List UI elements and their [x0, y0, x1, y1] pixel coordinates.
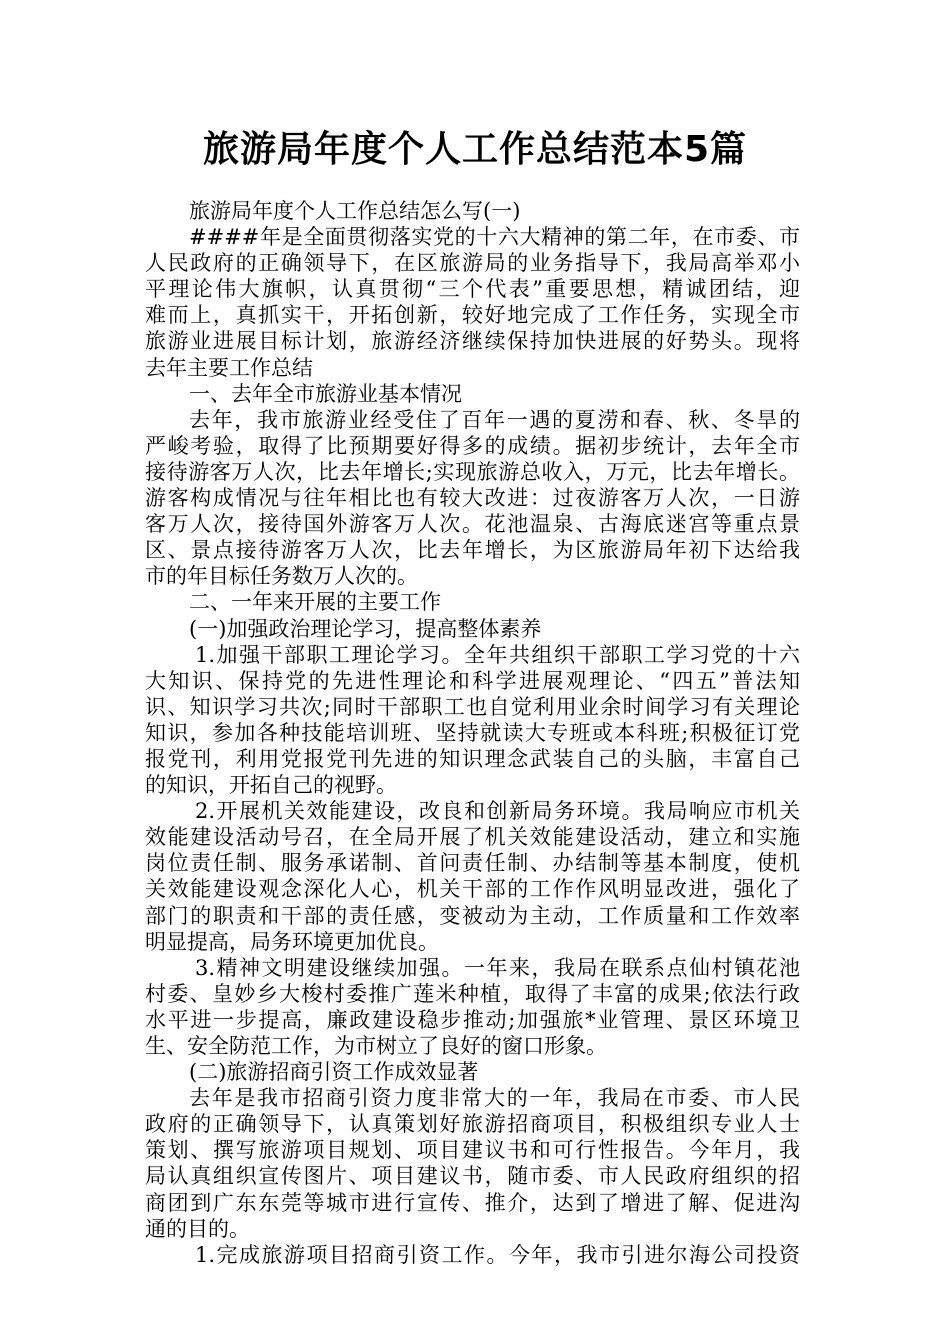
text-line: 明显提高，局务环境更加优良。	[145, 929, 439, 954]
text-line: ####年是全面贯彻落实党的十六大精神的第二年，在市委、市	[189, 225, 800, 250]
text-line: 旅游局年度个人工作总结怎么写(一)	[189, 199, 521, 223]
text-line: 旅游业进展目标计划，旅游经济继续保持加快进展的好势头。现将	[145, 329, 800, 354]
text-line: 2.开展机关效能建设，改良和创新局务环境。我局响应市机关	[195, 799, 800, 824]
text-line: 局认真组织宣传图片、项目建议书，随市委、市人民政府组织的招	[145, 1164, 800, 1189]
text-line: 商团到广东东莞等城市进行宣传、推介，达到了增进了解、促进沟	[145, 1190, 800, 1215]
text-line: 村委、皇妙乡大梭村委推广莲米种植，取得了丰富的成果;依法行政	[145, 981, 800, 1006]
text-line: 1.完成旅游项目招商引资工作。今年，我市引进尔海公司投资	[195, 1242, 800, 1267]
document-title: 旅游局年度个人工作总结范本5篇	[202, 129, 748, 170]
text-line: 部门的职责和干部的责任感，变被动为主动，工作质量和工作效率	[145, 903, 800, 928]
text-line: 去年是我市招商引资力度非常大的一年，我局在市委、市人民	[189, 1086, 800, 1111]
text-line: 3.精神文明建设继续加强。一年来，我局在联系点仙村镇花池	[195, 955, 800, 980]
text-line: 识、知识学习共次;同时干部职工也自觉利用业余时间学习有关理论	[145, 694, 800, 719]
text-line: 客万人次，接待国外游客万人次。花池温泉、古海底迷宫等重点景	[145, 512, 800, 537]
text-line: 关效能建设观念深化人心，机关干部的工作作风明显改进，强化了	[145, 877, 800, 902]
text-line: 政府的正确领导下，认真策划好旅游招商项目，积极组织专业人士	[145, 1112, 800, 1137]
text-line: (二)旅游招商引资工作成效显著	[189, 1060, 479, 1085]
text-line: 通的目的。	[145, 1216, 250, 1241]
text-line: 严峻考验，取得了比预期要好得多的成绩。据初步统计，去年全市	[145, 433, 800, 458]
text-line: 二、一年来开展的主要工作	[189, 590, 441, 615]
text-line: 游客构成情况与往年相比也有较大改进：过夜游客万人次，一日游	[145, 486, 800, 511]
text-line: 知识，参加各种技能培训班、坚持就读大专班或本科班;积极征订党	[145, 720, 800, 745]
text-line: 生、安全防范工作，为市树立了良好的窗口形象。	[145, 1034, 607, 1058]
text-line: 平理论伟大旗帜，认真贯彻“三个代表”重要思想，精诚团结，迎	[145, 277, 800, 302]
text-line: 效能建设活动号召，在全局开展了机关效能建设活动，建立和实施	[145, 825, 800, 850]
text-line: 区、景点接待游客万人次，比去年增长，为区旅游局年初下达给我	[145, 538, 800, 563]
text-line: 岗位责任制、服务承诺制、首问责任制、办结制等基本制度，使机	[145, 851, 800, 876]
text-line: 1.加强干部职工理论学习。全年共组织干部职工学习党的十六	[195, 642, 800, 667]
text-line: 接待游客万人次，比去年增长;实现旅游总收入，万元，比去年增长。	[145, 459, 800, 484]
text-line: 报党刊，利用党报党刊先进的知识理念武装自己的头脑，丰富自己	[145, 746, 800, 771]
text-line: 难而上，真抓实干，开拓创新，较好地完成了工作任务，实现全市	[145, 303, 800, 328]
text-line: 去年，我市旅游业经受住了百年一遇的夏涝和春、秋、冬旱的	[189, 407, 800, 432]
text-line: 水平进一步提高，廉政建设稳步推动;加强旅*业管理、景区环境卫	[145, 1007, 800, 1032]
text-line: 的知识，开拓自己的视野。	[145, 773, 397, 798]
text-line: 策划、撰写旅游项目规划、项目建议书和可行性报告。今年月，我	[145, 1138, 800, 1163]
text-line: (一)加强政治理论学习，提高整体素养	[189, 616, 542, 641]
document-body	[145, 198, 800, 1268]
text-line: 大知识、保持党的先进性理论和科学进展观理论、“四五”普法知	[145, 668, 800, 693]
text-line: 人民政府的正确领导下，在区旅游局的业务指导下，我局高举邓小	[145, 251, 800, 276]
text-line: 去年主要工作总结	[145, 355, 313, 380]
text-line: 一、去年全市旅游业基本情况	[189, 381, 462, 406]
text-line: 市的年目标任务数万人次的。	[145, 564, 418, 589]
